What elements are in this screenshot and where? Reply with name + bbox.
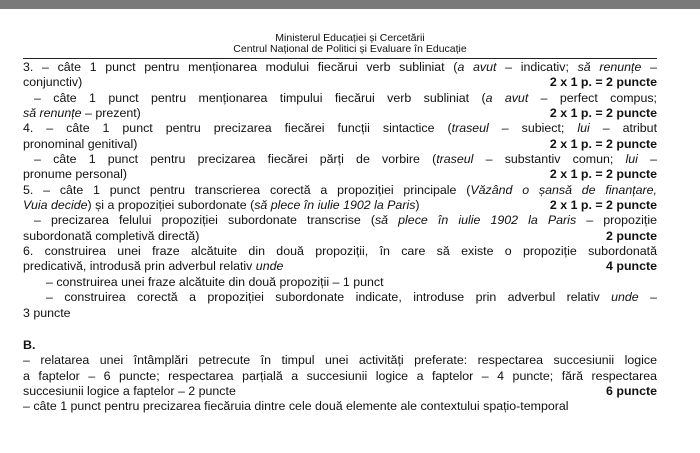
item-5b-score: 2 puncte bbox=[606, 228, 657, 243]
section-b-title: B. bbox=[23, 337, 36, 352]
section-b-item1-score: 6 puncte bbox=[606, 383, 657, 398]
item-6-line2: predicativă, introdusă prin adverbul relativ unde 4 puncte bbox=[23, 259, 657, 274]
header-rule bbox=[23, 58, 657, 59]
item-6-sub2-line2: 3 puncte bbox=[23, 305, 71, 320]
item-5b-line1: – precizarea felului propoziției subordonate transcrise (să plece în iulie 1902 la Paris – propoziție bbox=[34, 213, 657, 228]
item-5a-line1: 5. – câte 1 punct pentru transcrierea corectă a propoziției principale (Văzând o șansă de finanțare, bbox=[23, 182, 657, 197]
item-4a-line2: pronominal genitival) 2 x 1 p. = 2 puncte bbox=[23, 136, 657, 151]
item-3b-line2: să renunțe – prezent) 2 x 1 p. = 2 puncte bbox=[23, 106, 657, 121]
item-5b-line2: subordonată completivă directă) 2 puncte bbox=[23, 228, 657, 243]
item-4a-line1: 4. – câte 1 punct pentru precizarea fiecărei funcții sintactice (traseul – subiect; lui – atribut bbox=[23, 121, 658, 136]
document-header bbox=[0, 33, 700, 55]
section-b-item1-line2: a faptelor – 6 puncte; respectarea parțială a succesiunii logice a faptelor – 4 puncte; fără respectarea bbox=[23, 368, 657, 383]
item-6-sub2-line1: – construirea corectă a propoziției subordonate indicate, introduse prin adverbul relativ unde – bbox=[46, 290, 658, 305]
item-6-sub1: – construirea unei fraze alcătuite din două propoziții – 1 punct bbox=[46, 274, 384, 289]
item-6-line1: 6. construirea unei fraze alcătuite din două propoziții, în care să existe o propoziție subordonată bbox=[23, 244, 657, 259]
section-b-item2-line1: – câte 1 punct pentru precizarea fiecăruia dintre cele două elemente ale contextului spațio-temporal bbox=[23, 399, 569, 414]
header-ministry: Ministerul Educației și Cercetării bbox=[275, 32, 425, 44]
item-4b-line1: – câte 1 punct pentru precizarea fiecărei părți de vorbire (traseul – substantiv comun; lui – bbox=[34, 152, 657, 167]
item-3a-line2: conjunctiv) 2 x 1 p. = 2 puncte bbox=[23, 75, 657, 90]
section-b-item1-line1: – relatarea unei întâmplări petrecute în timpul unei activități preferate: respectarea succesiunii logice bbox=[23, 353, 657, 368]
item-5a-score: 2 x 1 p. = 2 puncte bbox=[549, 198, 657, 213]
item-3a-line1: 3. – câte 1 punct pentru menționarea modului fiecărui verb subliniat (a avut – indicativ; să renunțe – bbox=[23, 60, 657, 74]
item-3a-score: 2 x 1 p. = 2 puncte bbox=[549, 75, 657, 90]
item-5a-line2: Vuia decide) și a propoziției subordonate (să plece în iulie 1902 la Paris) 2 x 1 p. = 2 puncte bbox=[23, 198, 657, 213]
section-b-item1-line3: succesiunii logice a faptelor – 2 puncte 6 puncte bbox=[23, 383, 657, 398]
item-6-score: 4 puncte bbox=[606, 259, 657, 274]
document-body bbox=[23, 60, 657, 415]
item-4b-line2: pronume personal) 2 x 1 p. = 2 puncte bbox=[23, 167, 657, 182]
viewer-top-bar bbox=[0, 0, 700, 9]
item-3b-score: 2 x 1 p. = 2 puncte bbox=[549, 106, 657, 121]
item-3b-line1: – câte 1 punct pentru menționarea timpului fiecărui verb subliniat (a avut – perfect compus; bbox=[34, 90, 657, 105]
item-4b-score: 2 x 1 p. = 2 puncte bbox=[549, 167, 657, 182]
item-4a-score: 2 x 1 p. = 2 puncte bbox=[549, 136, 657, 151]
header-center: Centrul Național de Politici și Evaluare în Educație bbox=[233, 43, 467, 55]
